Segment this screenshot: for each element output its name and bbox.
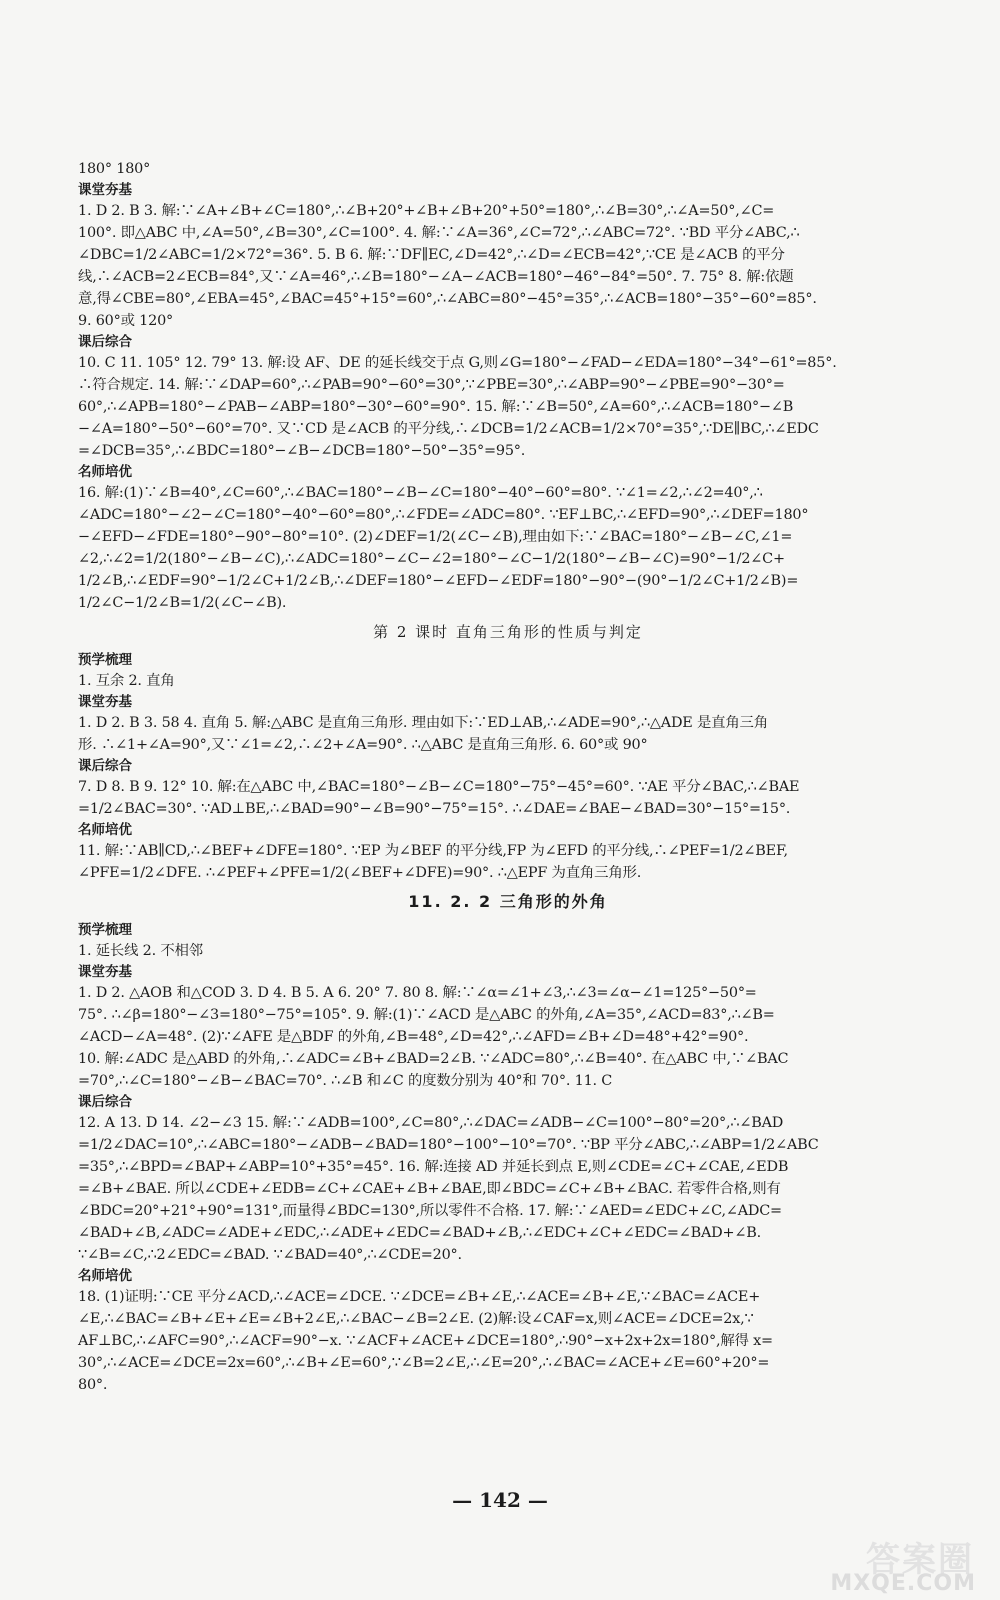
section-heading: 名师培优 bbox=[78, 822, 132, 838]
text-line: =1/2∠DAC=10°,∴∠ABC=180°−∠ADB−∠BAD=180°−100°−10°=70°. ∵BP 平分∠ABC,∴∠ABP=1/2∠ABC bbox=[78, 1137, 819, 1153]
lesson-title: 第 2 课时 直角三角形的性质与判定 bbox=[373, 623, 643, 641]
text-line: 12. A 13. D 14. ∠2−∠3 15. 解:∵∠ADB=100°,∠C=80°,∴∠DAC=∠ADB−∠C=100°−80°=20°,∴∠BAD bbox=[78, 1115, 784, 1131]
text-line: ∠BAD+∠B,∠ADC=∠ADE+∠EDC,∴∠ADE+∠EDC=∠BAD+∠B,∴∠EDC+∠C+∠EDC=∠BAD+∠B. bbox=[78, 1225, 761, 1241]
text-line: 80°. bbox=[78, 1377, 108, 1393]
text-line: =1/2∠BAC=30°. ∵AD⊥BE,∴∠BAD=90°−∠B=90°−75°=15°. ∴∠DAE=∠BAE−∠BAD=30°−15°=15°. bbox=[78, 801, 791, 817]
text-line: 7. D 8. B 9. 12° 10. 解:在△ABC 中,∠BAC=180°−∠B−∠C=180°−75°−45°=60°. ∵AE 平分∠BAC,∴∠BAE bbox=[78, 779, 800, 795]
text-line: 75°. ∴∠β=180°−∠3=180°−75°=105°. 9. 解:(1)∵∠ACD 是△ABC 的外角,∠A=35°,∠ACD=83°,∴∠B= bbox=[78, 1007, 775, 1023]
section-heading: 课后综合 bbox=[78, 758, 132, 774]
text-line: ∠ADC=180°−∠2−∠C=180°−40°−60°=80°,∴∠FDE=∠ADC=80°. ∵EF⊥BC,∴∠EFD=90°,∴∠DEF=180° bbox=[78, 507, 809, 523]
text-line: AF⊥BC,∴∠AFC=90°,∴∠ACF=90°−x. ∵∠ACF+∠ACE+∠DCE=180°,∴90°−x+2x+2x=180°,解得 x= bbox=[78, 1333, 773, 1349]
text-line: 1/2∠B,∴∠EDF=90°−1/2∠C+1/2∠B,∴∠DEF=180°−∠EFD−∠EDF=180°−90°−(90°−1/2∠C+1/2∠B)= bbox=[78, 573, 799, 589]
page-number: — 142 — bbox=[452, 1488, 548, 1512]
text-line: 1. 互余 2. 直角 bbox=[78, 673, 175, 689]
watermark-logo bbox=[832, 1532, 982, 1596]
text-line: 180° 180° bbox=[78, 161, 151, 177]
section-heading: 课堂夯基 bbox=[78, 694, 132, 710]
text-line: ∠2,∴∠2=1/2(180°−∠B−∠C),∴∠ADC=180°−∠C−∠2=180°−∠C−1/2(180°−∠B−∠C)=90°−1/2∠C+ bbox=[78, 551, 785, 567]
text-line: 1/2∠C−1/2∠B=1/2(∠C−∠B). bbox=[78, 595, 287, 611]
text-line: ∠DBC=1/2∠ABC=1/2×72°=36°. 5. B 6. 解:∵DF∥EC,∠D=42°,∴∠D=∠ECB=42°,∵CE 是∠ACB 的平分 bbox=[78, 247, 785, 263]
section-heading: 名师培优 bbox=[78, 1268, 132, 1284]
text-line: ∠ACD−∠A=48°. (2)∵∠AFE 是△BDF 的外角,∠B=48°,∠D=42°,∴∠AFD=∠B+∠D=48°+42°=90°. bbox=[78, 1029, 749, 1045]
section-heading: 课后综合 bbox=[78, 1094, 132, 1110]
text-line: 1. D 2. B 3. 解:∵∠A+∠B+∠C=180°,∴∠B+20°+∠B+∠B+20°+50°=180°,∴∠B=30°,∴∠A=50°,∠C= bbox=[78, 203, 775, 219]
watermark-text: 答案圈 bbox=[866, 1540, 974, 1580]
text-line: −∠EFD−∠FDE=180°−90°−80°=10°. (2)∠DEF=1/2(∠C−∠B),理由如下:∵∠BAC=180°−∠B−∠C,∠1= bbox=[78, 529, 793, 545]
text-line: ∴符合规定. 14. 解:∵∠DAP=60°,∴∠PAB=90°−60°=30°,∵∠PBE=30°,∴∠ABP=90°−∠PBE=90°−30°= bbox=[78, 377, 785, 393]
text-line: =35°,∴∠BPD=∠BAP+∠ABP=10°+35°=45°. 16. 解:连接 AD 并延长到点 E,则∠CDE=∠C+∠CAE,∠EDB bbox=[78, 1159, 789, 1175]
text-line: 1. D 2. B 3. 58 4. 直角 5. 解:△ABC 是直角三角形. 理由如下:∵ED⊥AB,∴∠ADE=90°,∴△ADE 是直角三角 bbox=[78, 715, 768, 731]
text-line: 100°. 即△ABC 中,∠A=50°,∠B=30°,∠C=100°. 4. 解:∵∠A=36°,∠C=72°,∴∠ABC=72°. ∵BD 平分∠ABC,∴ bbox=[78, 225, 800, 241]
text-line: 10. 解:∠ADC 是△ABD 的外角,∴∠ADC=∠B+∠BAD=2∠B. ∵∠ADC=80°,∴∠B=40°. 在△ABC 中,∵∠BAC bbox=[78, 1051, 789, 1067]
watermark-url: MXQE.COM bbox=[830, 1571, 976, 1596]
section-heading: 课后综合 bbox=[78, 334, 132, 350]
text-line: 9. 60°或 120° bbox=[78, 313, 174, 329]
section-title: 11. 2. 2 三角形的外角 bbox=[408, 892, 608, 911]
text-line: 意,得∠CBE=80°,∠EBA=45°,∠BAC=45°+15°=60°,∴∠ABC=80°−45°=35°,∴∠ACB=180°−35°−60°=85°. bbox=[78, 291, 817, 307]
text-line: 10. C 11. 105° 12. 79° 13. 解:设 AF、DE 的延长线交于点 G,则∠G=180°−∠FAD−∠EDA=180°−34°−61°=85°. bbox=[78, 355, 837, 371]
text-line: ∠BDC=20°+21°+90°=131°,而量得∠BDC=130°,所以零件不合格. 17. 解:∵∠AED=∠EDC+∠C,∠ADC= bbox=[78, 1203, 782, 1219]
text-line: 60°,∴∠APB=180°−∠PAB−∠ABP=180°−30°−60°=90°. 15. 解:∵∠B=50°,∠A=60°,∴∠ACB=180°−∠B bbox=[78, 399, 794, 415]
text-line: =∠B+∠BAE. 所以∠CDE+∠EDB=∠C+∠CAE+∠B+∠BAE,即∠BDC=∠C+∠B+∠BAC. 若零件合格,则有 bbox=[78, 1181, 781, 1197]
text-line: 16. 解:(1)∵∠B=40°,∠C=60°,∴∠BAC=180°−∠B−∠C=180°−40°−60°=80°. ∵∠1=∠2,∴∠2=40°,∴ bbox=[78, 485, 763, 501]
section-heading: 课堂夯基 bbox=[78, 964, 132, 980]
section-heading: 名师培优 bbox=[78, 464, 132, 480]
answer-page bbox=[78, 158, 938, 1396]
text-line: 线,∴∠ACB=2∠ECB=84°,又∵∠A=46°,∴∠B=180°−∠A−∠ACB=180°−46°−84°=50°. 7. 75° 8. 解:依题 bbox=[78, 269, 794, 285]
text-line: 11. 解:∵AB∥CD,∴∠BEF+∠DFE=180°. ∵EP 为∠BEF 的平分线,FP 为∠EFD 的平分线,∴∠PEF=1/2∠BEF, bbox=[78, 843, 788, 859]
text-line: 形. ∴∠1+∠A=90°,又∵∠1=∠2,∴∠2+∠A=90°. ∴△ABC 是直角三角形. 6. 60°或 90° bbox=[78, 737, 648, 753]
text-line: 1. D 2. △AOB 和△COD 3. D 4. B 5. A 6. 20° 7. 80 8. 解:∵∠α=∠1+∠3,∴∠3=∠α−∠1=125°−50°= bbox=[78, 985, 757, 1001]
text-line: =70°,∴∠C=180°−∠B−∠BAC=70°. ∴∠B 和∠C 的度数分别为 40°和 70°. 11. C bbox=[78, 1073, 613, 1089]
text-line: ∠PFE=1/2∠DFE. ∴∠PEF+∠PFE=1/2(∠BEF+∠DFE)=90°. ∴△EPF 为直角三角形. bbox=[78, 865, 642, 881]
text-line: 18. (1)证明:∵CE 平分∠ACD,∴∠ACE=∠DCE. ∵∠DCE=∠B+∠E,∴∠ACE=∠B+∠E,∵∠BAC=∠ACE+ bbox=[78, 1289, 761, 1305]
text-line: 30°,∴∠ACE=∠DCE=2x=60°,∴∠B+∠E=60°,∵∠B=2∠E,∴∠E=20°,∴∠BAC=∠ACE+∠E=60°+20°= bbox=[78, 1355, 770, 1371]
text-line: −∠A=180°−50°−60°=70°. 又∵CD 是∠ACB 的平分线,∴∠DCB=1/2∠ACB=1/2×70°=35°,∵DE∥BC,∴∠EDC bbox=[78, 421, 819, 437]
section-heading: 课堂夯基 bbox=[78, 182, 132, 198]
section-heading: 预学梳理 bbox=[78, 652, 132, 668]
section-heading: 预学梳理 bbox=[78, 922, 132, 938]
text-line: =∠DCB=35°,∴∠BDC=180°−∠B−∠DCB=180°−50°−35°=95°. bbox=[78, 443, 526, 459]
text-line: ∵∠B=∠C,∴2∠EDC=∠BAD. ∵∠BAD=40°,∴∠CDE=20°. bbox=[78, 1247, 462, 1263]
text-line: ∠E,∴∠BAC=∠B+∠E+∠E=∠B+2∠E,∴∠BAC−∠B=2∠E. (2)解:设∠CAF=x,则∠ACE=∠DCE=2x,∵ bbox=[78, 1311, 754, 1327]
text-line: 1. 延长线 2. 不相邻 bbox=[78, 943, 203, 959]
